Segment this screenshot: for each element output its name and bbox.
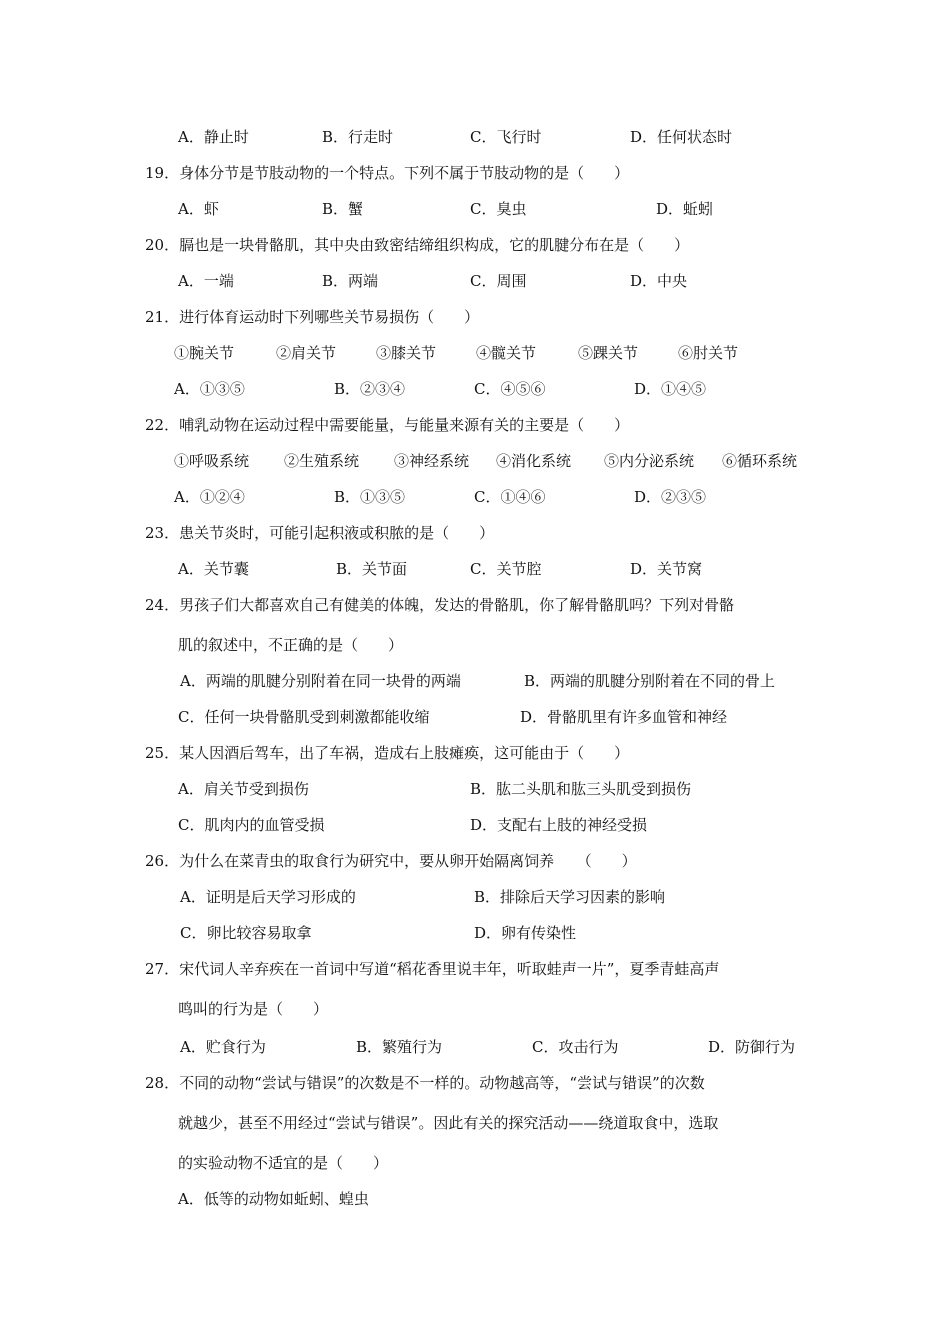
q27-option-a: A．贮食行为 bbox=[180, 1038, 266, 1056]
q24-option-b: B．两端的肌腱分别附着在不同的骨上 bbox=[524, 672, 776, 690]
q19-option-b: B．蟹 bbox=[322, 200, 364, 218]
q24-stem-line-2: 肌的叙述中，不正确的是（ ） bbox=[178, 636, 404, 654]
q24-option-a: A．两端的肌腱分别附着在同一块骨的两端 bbox=[180, 672, 461, 690]
q26-stem: 26．为什么在菜青虫的取食行为研究中，要从卵开始隔离饲养 （ ） bbox=[145, 852, 637, 870]
q19-option-c: C．臭虫 bbox=[470, 200, 527, 218]
q22-item-1: ①呼吸系统 bbox=[174, 452, 250, 470]
q21-item-3: ③膝关节 bbox=[376, 344, 437, 362]
q26-option-a: A．证明是后天学习形成的 bbox=[180, 888, 356, 906]
q21-item-2: ②肩关节 bbox=[276, 344, 337, 362]
q22-item-3: ③神经系统 bbox=[394, 452, 470, 470]
q23-option-d: D．关节窝 bbox=[630, 560, 703, 578]
q23-stem: 23．患关节炎时，可能引起积液或积脓的是（ ） bbox=[145, 524, 495, 542]
q22-item-5: ⑤内分泌系统 bbox=[604, 452, 695, 470]
q22-item-2: ②生殖系统 bbox=[284, 452, 360, 470]
q18-option-d: D．任何状态时 bbox=[630, 128, 733, 146]
q18-option-c: C．飞行时 bbox=[470, 128, 542, 146]
q27-option-d: D．防御行为 bbox=[708, 1038, 796, 1056]
q20-option-c: C．周围 bbox=[470, 272, 527, 290]
q22-stem: 22．哺乳动物在运动过程中需要能量，与能量来源有关的主要是（ ） bbox=[145, 416, 630, 434]
q25-stem: 25．某人因酒后驾车，出了车祸，造成右上肢瘫痪，这可能由于（ ） bbox=[145, 744, 630, 762]
q27-option-b: B．繁殖行为 bbox=[356, 1038, 443, 1056]
q22-option-d: D．②③⑤ bbox=[634, 488, 707, 506]
q24-option-c: C．任何一块骨骼肌受到刺激都能收缩 bbox=[178, 708, 430, 726]
q21-item-6: ⑥肘关节 bbox=[678, 344, 739, 362]
q18-option-a: A．静止时 bbox=[178, 128, 249, 146]
q21-item-5: ⑤踝关节 bbox=[578, 344, 639, 362]
q22-option-c: C．①④⑥ bbox=[474, 488, 546, 506]
q21-option-d: D．①④⑤ bbox=[634, 380, 707, 398]
q24-option-d: D．骨骼肌里有许多血管和神经 bbox=[520, 708, 728, 726]
q19-option-a: A．虾 bbox=[178, 200, 219, 218]
q20-option-d: D．中央 bbox=[630, 272, 688, 290]
q19-stem: 19．身体分节是节肢动物的一个特点。下列不属于节肢动物的是（ ） bbox=[145, 164, 630, 182]
q27-option-c: C．攻击行为 bbox=[532, 1038, 619, 1056]
q25-option-c: C．肌肉内的血管受损 bbox=[178, 816, 325, 834]
q23-option-b: B．关节面 bbox=[336, 560, 408, 578]
q26-option-c: C．卵比较容易取拿 bbox=[180, 924, 312, 942]
q21-option-b: B．②③④ bbox=[334, 380, 406, 398]
q23-option-a: A．关节囊 bbox=[178, 560, 249, 578]
q28-stem-line-1: 28．不同的动物“尝试与错误”的次数是不一样的。动物越高等，“尝试与错误”的次数 bbox=[145, 1074, 705, 1092]
q19-option-d: D．蚯蚓 bbox=[656, 200, 714, 218]
q20-stem: 20．膈也是一块骨骼肌，其中央由致密结缔组织构成，它的肌腱分布在是（ ） bbox=[145, 236, 690, 254]
q25-option-b: B．肱二头肌和肱三头肌受到损伤 bbox=[470, 780, 692, 798]
q21-option-a: A．①③⑤ bbox=[174, 380, 245, 398]
q25-option-d: D．支配右上肢的神经受损 bbox=[470, 816, 648, 834]
q21-item-4: ④髋关节 bbox=[476, 344, 537, 362]
q26-option-d: D．卵有传染性 bbox=[474, 924, 577, 942]
q21-stem: 21．进行体育运动时下列哪些关节易损伤（ ） bbox=[145, 308, 480, 326]
q22-item-6: ⑥循环系统 bbox=[722, 452, 798, 470]
q20-option-a: A．一端 bbox=[178, 272, 234, 290]
q27-stem-line-2: 鸣叫的行为是（ ） bbox=[178, 1000, 329, 1018]
q26-option-b: B．排除后天学习因素的影响 bbox=[474, 888, 666, 906]
q28-stem-line-3: 的实验动物不适宜的是（ ） bbox=[178, 1154, 389, 1172]
q22-item-4: ④消化系统 bbox=[496, 452, 572, 470]
q20-option-b: B．两端 bbox=[322, 272, 379, 290]
q21-item-1: ①腕关节 bbox=[174, 344, 235, 362]
q23-option-c: C．关节腔 bbox=[470, 560, 542, 578]
q18-option-b: B．行走时 bbox=[322, 128, 394, 146]
q28-option-a: A．低等的动物如蚯蚓、蝗虫 bbox=[178, 1190, 369, 1208]
q21-option-c: C．④⑤⑥ bbox=[474, 380, 546, 398]
q24-stem-line-1: 24．男孩子们大都喜欢自己有健美的体魄，发达的骨骼肌，你了解骨骼肌吗？下列对骨骼 bbox=[145, 596, 735, 614]
q27-stem-line-1: 27．宋代词人辛弃疾在一首词中写道“稻花香里说丰年，听取蛙声一片”，夏季青蛙高声 bbox=[145, 960, 720, 978]
q22-option-a: A．①②④ bbox=[174, 488, 245, 506]
q28-stem-line-2: 就越少，甚至不用经过“尝试与错误”。因此有关的探究活动——绕道取食中，选取 bbox=[178, 1114, 719, 1132]
q25-option-a: A．肩关节受到损伤 bbox=[178, 780, 309, 798]
q22-option-b: B．①③⑤ bbox=[334, 488, 406, 506]
